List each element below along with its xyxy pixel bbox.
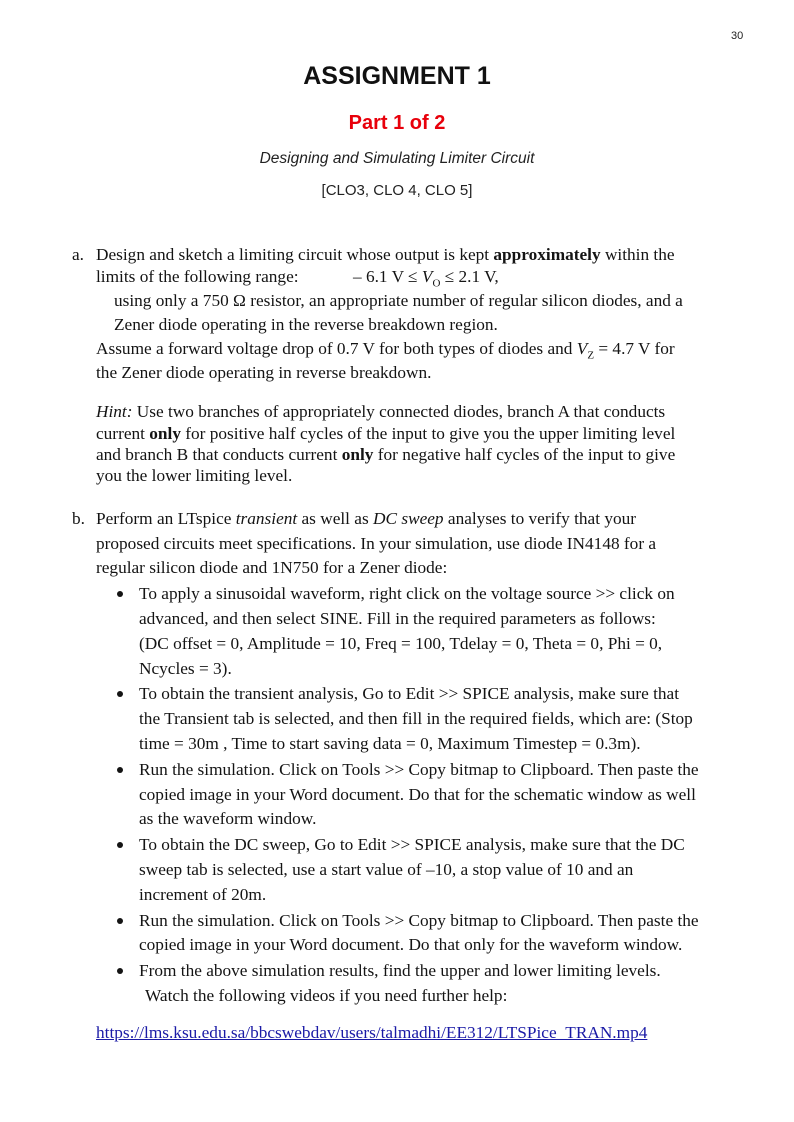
section-b-line: proposed circuits meet specifications. In your simulation, use diode IN4148 for a	[96, 534, 657, 553]
assignment-title: ASSIGNMENT 1	[303, 62, 491, 90]
section-b-line: regular silicon diode and 1N750 for a Zener diode:	[96, 558, 448, 577]
list-item-line: time = 30m , Time to start saving data = 0, Maximum Timestep = 0.3m).	[139, 734, 641, 753]
bullet-icon	[117, 591, 123, 597]
hint-line: Hint: Use two branches of appropriately connected diodes, branch A that conducts	[96, 402, 666, 421]
list-item-line: (DC offset = 0, Amplitude = 10, Freq = 100, Tdelay = 0, Theta = 0, Phi = 0,	[139, 634, 663, 653]
list-item-line: Run the simulation. Click on Tools >> Copy bitmap to Clipboard. Then paste the	[139, 760, 699, 779]
section-a-marker: a.	[72, 245, 84, 264]
bullet-icon	[117, 842, 123, 848]
list-item-line: To obtain the transient analysis, Go to Edit >> SPICE analysis, make sure that	[139, 684, 679, 703]
section-a-line: Zener diode operating in the reverse breakdown region.	[114, 315, 498, 334]
section-a-line: using only a 750 Ω resistor, an appropriate number of regular silicon diodes, and a	[114, 291, 683, 310]
bullet-icon	[117, 968, 123, 974]
bullet-icon	[117, 691, 123, 697]
hint-line: current only for positive half cycles of the input to give you the upper limiting level	[96, 424, 676, 443]
voltage-range: – 6.1 $V \le V_O \le 2.1$ V,	[353, 267, 499, 290]
bullet-icon	[117, 767, 123, 773]
section-a-line: Assume a forward voltage drop of 0.7 V for both types of diodes and $V_Z = 4.7$ V for	[96, 339, 675, 362]
assignment-subtitle: Designing and Simulating Limiter Circuit	[259, 150, 535, 167]
section-b-marker: b.	[72, 509, 85, 528]
list-item-line: increment of 20m.	[139, 885, 267, 904]
list-item-line: advanced, and then select SINE. Fill in the required parameters as follows:	[139, 609, 656, 628]
section-a-line: Design and sketch a limiting circuit whose output is kept approximately within the	[96, 245, 675, 264]
part-label: Part 1 of 2	[348, 112, 446, 134]
list-item-line: Watch the following videos if you need further help:	[145, 986, 508, 1005]
hint-line: you the lower limiting level.	[96, 466, 293, 485]
bullet-icon	[117, 918, 123, 924]
list-item-line: Run the simulation. Click on Tools >> Copy bitmap to Clipboard. Then paste the	[139, 911, 699, 930]
list-item-line: From the above simulation results, find the upper and lower limiting levels.	[139, 961, 661, 980]
hint-line: and branch B that conducts current only for negative half cycles of the input to give	[96, 445, 676, 464]
section-a-line: limits of the following range:	[96, 267, 299, 286]
list-item-line: To apply a sinusoidal waveform, right click on the voltage source >> click on	[139, 584, 675, 603]
section-b-line: Perform an LTspice transient as well as DC sweep analyses to verify that your	[96, 509, 637, 528]
list-item-line: the Transient tab is selected, and then fill in the required fields, which are: (Stop	[139, 709, 693, 728]
video-link[interactable]: https://lms.ksu.edu.sa/bbcswebdav/users/talmadhi/EE312/LTSPice_TRAN.mp4	[96, 1023, 648, 1042]
section-a-line: the Zener diode operating in reverse breakdown.	[96, 363, 432, 382]
list-item-line: copied image in your Word document. Do that for the schematic window as well	[139, 785, 696, 804]
list-item-line: copied image in your Word document. Do that only for the waveform window.	[139, 935, 683, 954]
list-item-line: sweep tab is selected, use a start value of –10, a stop value of 10 and an	[139, 860, 634, 879]
page-number: 30	[731, 30, 744, 42]
list-item-line: To obtain the DC sweep, Go to Edit >> SPICE analysis, make sure that the DC	[139, 835, 685, 854]
list-item-line: Ncycles = 3).	[139, 659, 232, 678]
list-item-line: as the waveform window.	[139, 809, 317, 828]
clo-list: [CLO3, CLO 4, CLO 5]	[321, 182, 473, 199]
